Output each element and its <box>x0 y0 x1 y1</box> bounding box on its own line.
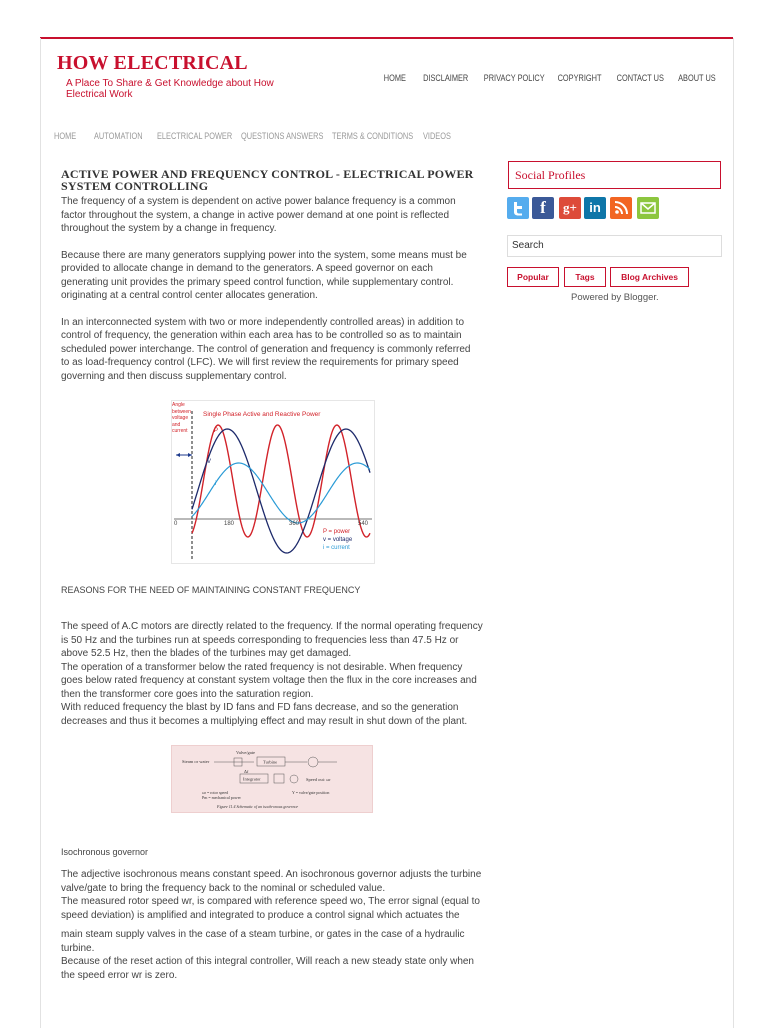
twitter-icon[interactable] <box>507 197 529 219</box>
secnav-questions-answers[interactable]: QUESTIONS ANSWERS <box>241 131 324 141</box>
generator-circle <box>308 757 318 767</box>
powered-by-blogger[interactable]: Powered by Blogger. <box>571 292 659 303</box>
post-paragraph-3: In an interconnected system with two or more independently controlled areas) in addition to control of frequency, the generation within each area has to be controlled so as to maintain scheduled power interchange. The control of generation and frequency is commonly referred to as load-frequency control (LFC). We will first review the requirements for primary speed governing and then discuss supplementary control. <box>61 316 471 382</box>
governor-diagram-svg <box>172 746 372 812</box>
rss-icon[interactable] <box>610 197 632 219</box>
nav-disclaimer[interactable]: DISCLAIMER <box>423 73 469 83</box>
tab-popular[interactable]: Popular <box>507 267 559 287</box>
figure2-caption: Figure 11.4 Schematic of an isochronous governor <box>217 804 299 809</box>
post-paragraph-6: With reduced frequency the blast by ID fans and FD fans decrease, and so the generation decreases and thus it becomes a multiplying effect and may result in shut down of the plant. <box>61 702 468 727</box>
nav-contact-us[interactable]: CONTACT US <box>616 73 664 83</box>
label-valvegate: Valve/gate <box>236 750 255 755</box>
search-input[interactable]: Search <box>507 235 722 257</box>
secnav-electrical-power[interactable]: ELECTRICAL POWER <box>157 131 233 141</box>
legend-valve-position: Y = valve/gate position <box>292 790 330 795</box>
arrow-head-left <box>176 453 180 457</box>
post-paragraph-5: The operation of a transformer below the rated frequency is not desirable. When frequency goes below rated frequency at constant system voltage then the flux in the core increases and then the transformer core goes into the saturation region. <box>61 661 477 700</box>
nav-privacy-policy[interactable]: PRIVACY POLICY <box>483 73 545 83</box>
isochronous-governor-figure <box>171 745 373 813</box>
label-p: P <box>214 428 219 434</box>
reasons-section <box>61 620 483 728</box>
label-v: V <box>207 459 212 465</box>
facebook-icon[interactable]: f <box>532 197 554 219</box>
label-steam: Steam or water <box>182 759 210 764</box>
linkedin-icon[interactable]: in <box>584 197 606 219</box>
legend-power: P = power <box>323 529 351 535</box>
tab-blog-archives[interactable]: Blog Archives <box>610 267 689 287</box>
figure1-title: Single Phase Active and Reactive Power <box>203 411 321 418</box>
social-profiles-title: Social Profiles <box>508 161 721 189</box>
label-turbine: Turbine <box>263 759 278 765</box>
heading-reasons: REASONS FOR THE NEED OF MAINTAINING CONSTANT FREQUENCY <box>61 585 361 595</box>
tick-360: 360 <box>289 521 300 527</box>
post-paragraph-10: Because of the reset action of this integral controller, Will reach a new steady state only when the speed error wr is zero. <box>61 956 474 981</box>
post-title[interactable]: ACTIVE POWER AND FREQUENCY CONTROL - ELECTRICAL POWER SYSTEM CONTROLLING <box>61 167 474 193</box>
tick-0: 0 <box>174 521 178 527</box>
angle-side-label: Angle between voltage and current <box>172 402 191 434</box>
post-paragraph-8: The measured rotor speed wr, is compared with reference speed wo, The error signal (equal to speed deviation) is amplified and integrated to produce a control signal which actuates the <box>61 896 480 921</box>
tick-180: 180 <box>224 521 235 527</box>
label-i: i <box>215 481 217 487</box>
secnav-home[interactable]: HOME <box>54 131 77 141</box>
post-paragraph-7: The adjective isochronous means constant speed. An isochronous governor adjusts the turbine valve/gate to bring the frequency back to the nominal or scheduled value. <box>61 869 482 894</box>
summing-junction <box>290 775 298 783</box>
label-delta-f: Δf <box>244 769 249 774</box>
legend-rotor-speed: ωr = rotor speed <box>202 790 229 795</box>
secnav-automation[interactable]: AUTOMATION <box>94 131 143 141</box>
google-plus-icon[interactable]: g+ <box>559 197 581 219</box>
arrow-head-right <box>188 453 192 457</box>
nav-about-us[interactable]: ABOUT US <box>678 73 716 83</box>
power-waveform-figure <box>171 400 375 564</box>
nav-copyright[interactable]: COPYRIGHT <box>557 73 602 83</box>
post-paragraph-1: The frequency of a system is dependent on active power balance frequency is a common factor throughout the system, a change in active power demand at one point is reflected throughout the system by a change in frequency. <box>61 196 456 234</box>
gain-box <box>274 774 284 783</box>
legend-voltage: v = voltage <box>323 537 353 543</box>
heading-isochronous: Isochronous governor <box>61 847 149 857</box>
site-tagline: A Place To Share & Get Knowledge about How Electrical Work <box>66 78 274 100</box>
label-speed-out: Speed out: ωr <box>306 777 331 782</box>
secnav-terms-conditions[interactable]: TERMS & CONDITIONS <box>332 131 414 141</box>
legend-current: i = current <box>323 545 350 551</box>
tab-tags[interactable]: Tags <box>564 267 606 287</box>
power-wave <box>192 425 370 537</box>
email-icon[interactable] <box>637 197 659 219</box>
post-paragraph-9: main steam supply valves in the case of a steam turbine, or gates in the case of a hydraulic turbine. <box>61 929 465 954</box>
isochronous-section <box>61 868 483 982</box>
current-wave <box>192 463 370 523</box>
secnav-videos[interactable]: VIDEOS <box>423 131 451 141</box>
legend-mech-power: Pm = mechanical power <box>202 795 241 800</box>
post-paragraph-2: Because there are many generators supplying power into the system, some means must be provided to allocate change in demand to the generators. A speed governor on each generating unit provides the primary speed control function, while supplementary control. originating at a central control center allocates generation. <box>61 249 467 301</box>
site-title[interactable]: HOW ELECTRICAL <box>57 52 248 74</box>
tick-540: 540 <box>358 521 369 527</box>
power-waveform-svg <box>172 401 374 563</box>
post-paragraph-4: The speed of A.C motors are directly related to the frequency. If the normal operating frequency is 50 Hz and the turbines run at speeds corresponding to frequencies less than 47.5 Hz or above 52.5 Hz, then the blades of the turbines may get damaged. <box>61 621 483 659</box>
post-body <box>61 168 481 383</box>
label-integrator: Integrator <box>243 776 261 782</box>
nav-home[interactable]: HOME <box>383 73 406 83</box>
